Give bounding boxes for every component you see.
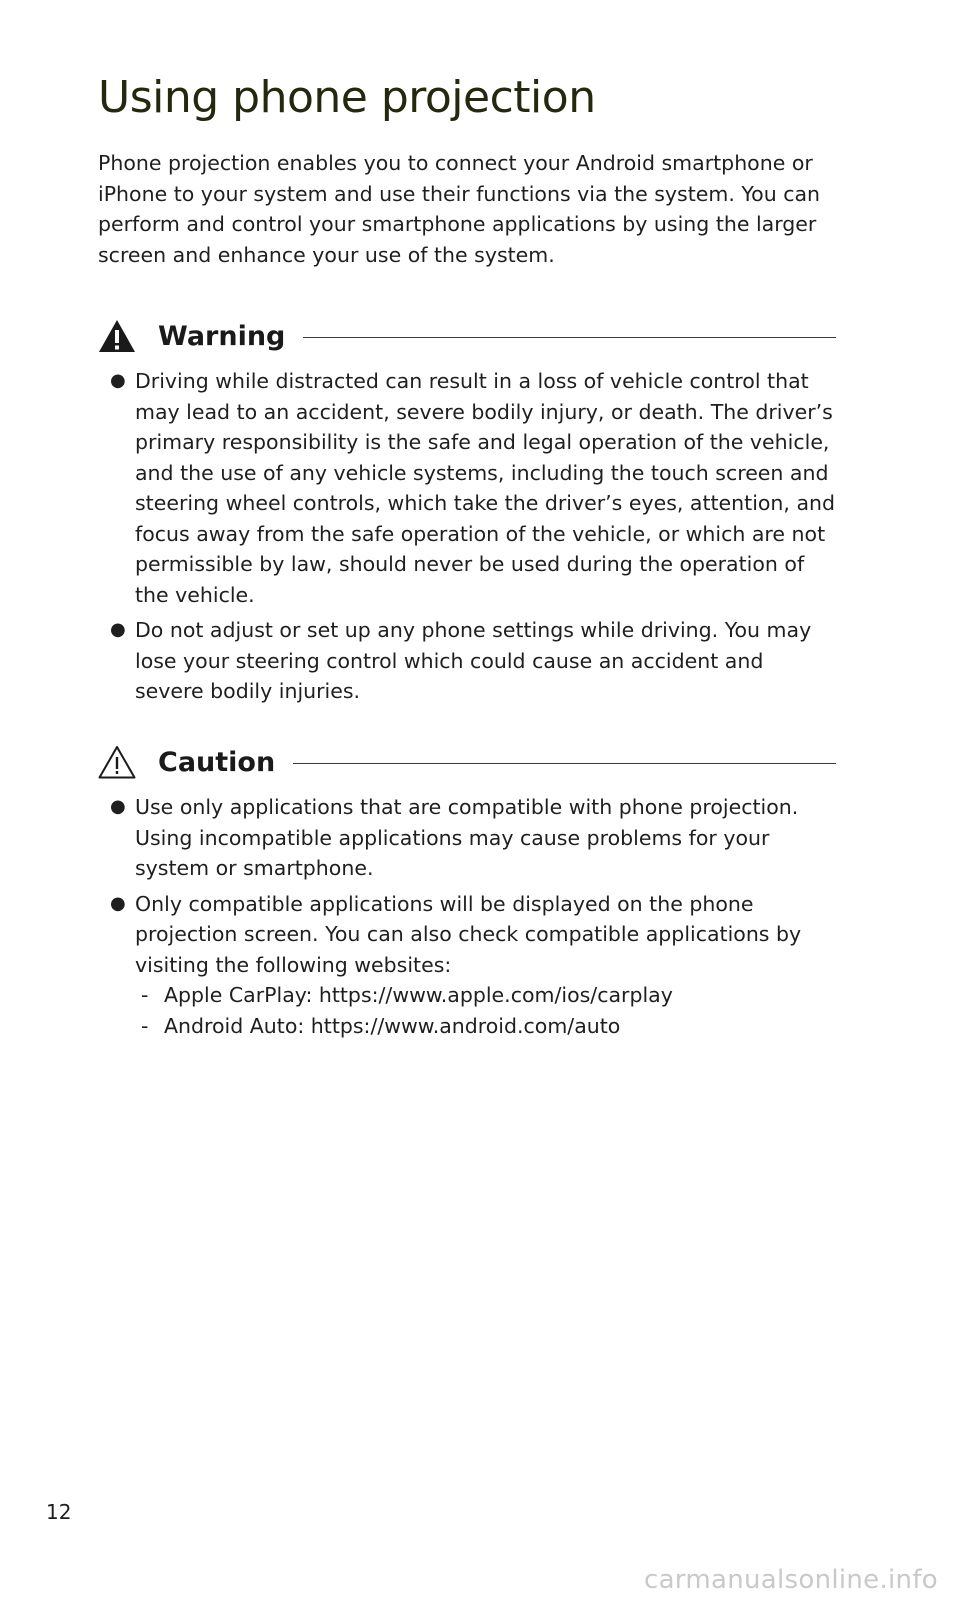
warning-divider [303,337,836,338]
warning-item-text: Driving while distracted can result in a loss of vehicle control that may lead to an accident, severe bodily injury, or death. The driver’s primary responsibility is the safe and legal operation of the vehicle, and the use of any vehicle systems, including the touch screen and steering wheel controls, which take the driver’s eyes, attention, and focus away from the safe operation of the vehicle, or which are not permissible by law, should never be used during the operation of the vehicle. [135,369,836,607]
warning-list-item [98,366,836,610]
page-number: 12 [46,1500,72,1524]
caution-outline-triangle-icon [98,742,138,782]
warning-list-item [98,615,836,707]
website-item-text: Android Auto: https://www.android.com/auto [164,1013,621,1038]
caution-divider [293,763,836,764]
caution-item-text: Use only applications that are compatible with phone projection. Using incompatible applications may cause problems for your system or smartphone. [135,795,799,880]
caution-list [98,792,836,1041]
intro-paragraph: Phone projection enables you to connect your Android smartphone or iPhone to your system and use their functions via the system. You can perform and control your smartphone applications by using the larger screen and enhance your use of the system. [98,151,821,267]
bullet-dot-icon: ● [110,892,126,914]
warning-list [98,366,836,707]
website-list [135,980,836,1041]
bullet-dot-icon: ● [110,796,126,817]
caution-section [98,738,836,1046]
dash-icon: - [141,983,149,1007]
bullet-dot-icon: ● [110,370,126,391]
caution-header [98,738,836,786]
warning-header [98,312,836,360]
caution-list-item [98,889,836,1042]
website-list-item [135,980,836,1011]
warning-heading: Warning [158,320,286,352]
dash-icon: - [141,1013,149,1038]
page-title: Using phone projection [98,72,596,123]
website-item-text: Apple CarPlay: https://www.apple.com/ios/carplay [164,983,673,1007]
watermark: carmanualsonline.info [643,1565,938,1595]
warning-item-text: Do not adjust or set up any phone settings while driving. You may lose your steering control which could cause an accident and severe bodily injuries. [135,618,812,703]
bullet-dot-icon: ● [110,619,126,640]
caution-item-text: Only compatible applications will be displayed on the phone projection screen. You can also check compatible applications by visiting the following websites: [135,891,802,977]
caution-list-item [98,792,836,884]
warning-filled-triangle-icon [98,316,138,356]
warning-section [98,312,836,712]
website-list-item [135,1011,836,1042]
caution-heading: Caution [158,746,276,778]
